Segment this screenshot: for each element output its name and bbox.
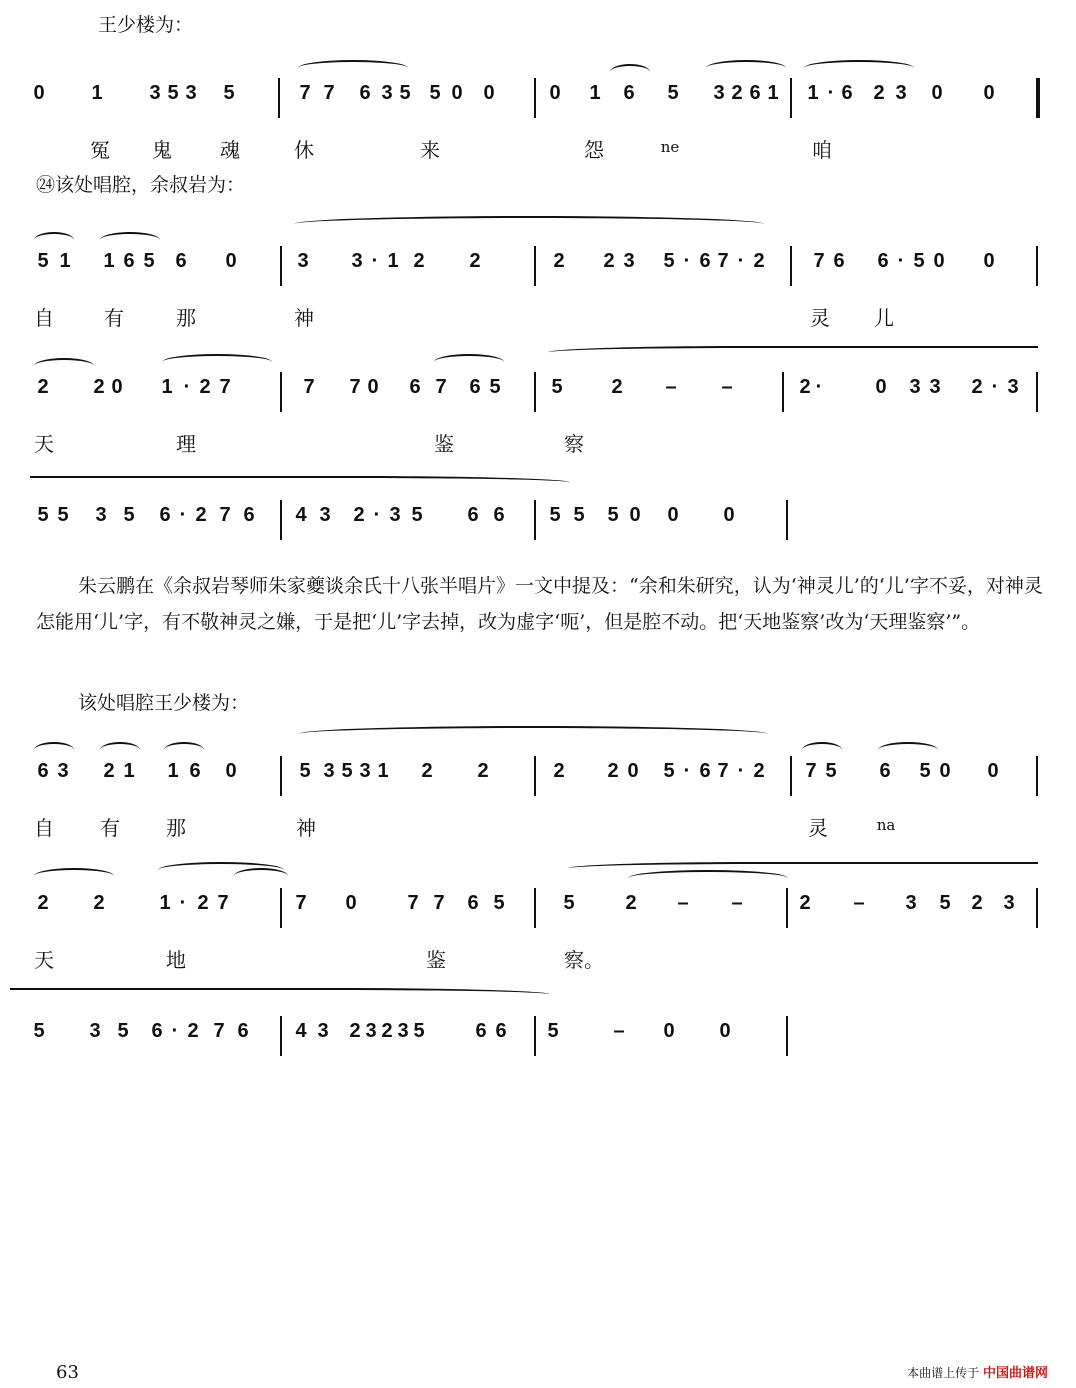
note: 7	[433, 892, 445, 914]
note: 7	[219, 504, 231, 526]
note: 2	[731, 82, 743, 104]
barline	[786, 1016, 788, 1056]
lyric: 察	[564, 432, 584, 456]
note: 3	[623, 250, 635, 272]
note: 1	[807, 82, 819, 104]
paragraph-text: 朱云鹏在《余叔岩琴师朱家夔谈余氏十八张半唱片》一文中提及：“余和朱研究，认为‘神灵儿’的‘儿’字不妥，对神灵怎能用‘儿’字，有不敬神灵之嫌，于是把‘儿’字去掉，改为虚字‘呃’，但是腔不动。把‘天地鉴察’改为‘天理鉴察’”。	[36, 575, 1043, 633]
note: 2	[37, 376, 49, 398]
note: 5	[549, 504, 561, 526]
slur	[610, 64, 650, 80]
note: 5	[493, 892, 505, 914]
note: 0	[987, 760, 999, 782]
note: 4	[295, 1020, 307, 1042]
note: 3	[89, 1020, 101, 1042]
slur	[30, 476, 570, 492]
note: 2	[971, 892, 983, 914]
note: 6	[37, 760, 49, 782]
note: 6	[467, 504, 479, 526]
barline	[534, 756, 536, 796]
lyrics-row	[30, 944, 1050, 972]
barline	[1036, 246, 1038, 286]
note: 2	[353, 504, 365, 526]
notation-system-4	[30, 500, 1050, 556]
note: 2	[197, 892, 209, 914]
note: 6	[175, 250, 187, 272]
barline	[534, 78, 536, 118]
note: ·	[179, 504, 187, 526]
note: ·	[683, 250, 691, 272]
slur	[298, 726, 768, 742]
notation-system-2	[30, 246, 1050, 330]
note: 3	[397, 1020, 409, 1042]
lyrics-row	[30, 134, 1050, 162]
note: 2	[469, 250, 481, 272]
note: 6	[359, 82, 371, 104]
note: ·	[827, 82, 835, 104]
note: 3	[149, 82, 161, 104]
lyric: ne	[660, 138, 680, 156]
note: 0	[367, 376, 379, 398]
note-row	[30, 756, 1050, 786]
lyrics-row	[30, 812, 1050, 840]
note: 7	[295, 892, 307, 914]
slur	[294, 216, 764, 232]
note: 7	[805, 760, 817, 782]
note: 2	[413, 250, 425, 272]
lyric: 儿	[874, 306, 894, 330]
note: 7	[213, 1020, 225, 1042]
note: 0	[549, 82, 561, 104]
note: 3	[1003, 892, 1015, 914]
note: 1	[377, 760, 389, 782]
slur	[34, 358, 94, 374]
barline	[786, 500, 788, 540]
notation-system-3	[30, 372, 1050, 456]
lyric: 灵	[810, 306, 830, 330]
note: 3	[317, 1020, 329, 1042]
note: 0	[345, 892, 357, 914]
barline	[280, 756, 282, 796]
barline	[790, 246, 792, 286]
lyrics-row	[30, 302, 1050, 330]
lyric: na	[876, 816, 896, 834]
note: –	[613, 1020, 625, 1042]
note: –	[853, 892, 865, 914]
note: 2	[611, 376, 623, 398]
barline	[280, 246, 282, 286]
barline	[280, 500, 282, 540]
note: 6	[189, 760, 201, 782]
slur	[804, 60, 914, 76]
note: 4	[295, 504, 307, 526]
note: 1	[589, 82, 601, 104]
note: 2	[381, 1020, 393, 1042]
note: 5	[341, 760, 353, 782]
note: 5	[663, 760, 675, 782]
note: 3	[359, 760, 371, 782]
slur	[234, 868, 288, 884]
note: ·	[183, 376, 191, 398]
note: 7	[217, 892, 229, 914]
note: 5	[413, 1020, 425, 1042]
lyric: 有	[104, 306, 124, 330]
note: 0	[33, 82, 45, 104]
note-row	[30, 500, 1050, 530]
note: 2	[799, 376, 811, 398]
slur	[802, 742, 842, 758]
note: 0	[939, 760, 951, 782]
note: 2	[753, 250, 765, 272]
slur	[162, 354, 272, 370]
note: 5	[489, 376, 501, 398]
slur	[34, 742, 74, 758]
note-row	[30, 246, 1050, 276]
note: 6	[409, 376, 421, 398]
slur	[298, 60, 408, 76]
note: 5	[429, 82, 441, 104]
note-row	[30, 888, 1050, 918]
note: 5	[663, 250, 675, 272]
note: 2	[37, 892, 49, 914]
note: 6	[243, 504, 255, 526]
slur	[548, 346, 1038, 362]
note: 2	[607, 760, 619, 782]
barline	[1036, 756, 1038, 796]
note: 1	[159, 892, 171, 914]
footer-text: 本曲谱上传于	[907, 1366, 980, 1380]
note: 7	[717, 250, 729, 272]
note: ·	[373, 504, 381, 526]
note: 5	[667, 82, 679, 104]
note: 3	[365, 1020, 377, 1042]
note: 5	[299, 760, 311, 782]
note: 1	[387, 250, 399, 272]
note: 6	[833, 250, 845, 272]
note: 0	[931, 82, 943, 104]
note: 0	[723, 504, 735, 526]
barline	[790, 78, 792, 118]
note: ·	[683, 760, 691, 782]
page-number: 63	[56, 1362, 79, 1383]
note: ·	[371, 250, 379, 272]
note: 5	[33, 1020, 45, 1042]
note: 0	[933, 250, 945, 272]
note: 6	[877, 250, 889, 272]
lyric: 休	[294, 138, 314, 162]
note: 2	[349, 1020, 361, 1042]
note: 6	[699, 250, 711, 272]
note: 2	[753, 760, 765, 782]
note: 2	[187, 1020, 199, 1042]
note: –	[731, 892, 743, 914]
note: 0	[225, 760, 237, 782]
barline	[534, 1016, 536, 1056]
note: 3	[297, 250, 309, 272]
barline	[280, 1016, 282, 1056]
barline	[534, 372, 536, 412]
note: 2	[477, 760, 489, 782]
note: ·	[897, 250, 905, 272]
note: 3	[929, 376, 941, 398]
slur	[10, 988, 550, 1004]
note-row	[30, 372, 1050, 402]
note: 5	[607, 504, 619, 526]
lyric: 那	[176, 306, 196, 330]
note: 5	[117, 1020, 129, 1042]
note: 3	[185, 82, 197, 104]
slur	[34, 868, 114, 884]
note: 6	[699, 760, 711, 782]
note-row	[30, 78, 1050, 108]
note: ·	[737, 760, 745, 782]
barline	[790, 756, 792, 796]
note: 5	[551, 376, 563, 398]
note: 5	[37, 504, 49, 526]
note: –	[721, 376, 733, 398]
barline	[278, 78, 280, 118]
note: 6	[493, 504, 505, 526]
note: 7	[219, 376, 231, 398]
note: 1	[161, 376, 173, 398]
note: 0	[667, 504, 679, 526]
note: 5	[167, 82, 179, 104]
note: 0	[483, 82, 495, 104]
note: 3	[713, 82, 725, 104]
note: 5	[573, 504, 585, 526]
slur	[100, 742, 140, 758]
lyric: 冤	[90, 138, 110, 162]
lyric: 鉴	[426, 948, 446, 972]
note: 3	[351, 250, 363, 272]
note: 5	[223, 82, 235, 104]
section-heading-wang-2: 该处唱腔王少楼为：	[78, 692, 250, 714]
note: 6	[749, 82, 761, 104]
note: 2	[799, 892, 811, 914]
barline	[786, 888, 788, 928]
barline	[280, 888, 282, 928]
note: 7	[299, 82, 311, 104]
note: 2	[93, 376, 105, 398]
lyric: 神	[294, 306, 314, 330]
note: –	[677, 892, 689, 914]
lyric: 察。	[564, 948, 604, 972]
note: 6	[469, 376, 481, 398]
note: 2	[103, 760, 115, 782]
lyric: 自	[34, 816, 54, 840]
lyric: 自	[34, 306, 54, 330]
note: 1	[59, 250, 71, 272]
note: 5	[919, 760, 931, 782]
note: 5	[143, 250, 155, 272]
note: 5	[411, 504, 423, 526]
lyric: 怨	[584, 138, 604, 162]
note: 1	[91, 82, 103, 104]
notation-system-7	[30, 1016, 1050, 1072]
site-name[interactable]: 中国曲谱网	[982, 1366, 1048, 1381]
lyric: 地	[166, 948, 186, 972]
slur	[706, 60, 786, 76]
note: 5	[825, 760, 837, 782]
note: ·	[171, 1020, 179, 1042]
note: 7	[813, 250, 825, 272]
lyric: 有	[100, 816, 120, 840]
note: 2	[195, 504, 207, 526]
note: –	[665, 376, 677, 398]
note: ·	[737, 250, 745, 272]
lyric: 理	[176, 432, 196, 456]
note: 2	[199, 376, 211, 398]
note: 5	[913, 250, 925, 272]
note: 2	[553, 250, 565, 272]
lyric: 灵	[808, 816, 828, 840]
slur	[628, 870, 788, 886]
note: ·	[991, 376, 999, 398]
note: 0	[451, 82, 463, 104]
note: 6	[237, 1020, 249, 1042]
barline	[280, 372, 282, 412]
note: ·	[179, 892, 187, 914]
note: 3	[1007, 376, 1019, 398]
note: 3	[381, 82, 393, 104]
note: 0	[663, 1020, 675, 1042]
note: 7	[717, 760, 729, 782]
slur	[164, 742, 204, 758]
note: 0	[629, 504, 641, 526]
note-row	[30, 1016, 1050, 1046]
notation-system-5	[30, 756, 1050, 840]
note: 5	[57, 504, 69, 526]
commentary-paragraph	[36, 568, 1046, 640]
note: 1	[167, 760, 179, 782]
barline	[534, 500, 536, 540]
lyric: 天	[34, 948, 54, 972]
note: 2	[553, 760, 565, 782]
note: 6	[879, 760, 891, 782]
note: 0	[719, 1020, 731, 1042]
note: 1	[123, 760, 135, 782]
barline	[782, 372, 784, 412]
barline	[1036, 888, 1038, 928]
note: 6	[123, 250, 135, 272]
slur	[878, 742, 938, 758]
barline	[534, 246, 536, 286]
note: 0	[225, 250, 237, 272]
note: 1	[767, 82, 779, 104]
note: 7	[435, 376, 447, 398]
slur	[100, 232, 160, 248]
upload-footer	[907, 1362, 1048, 1381]
note: 5	[939, 892, 951, 914]
lyric: 天	[34, 432, 54, 456]
lyric: 鉴	[434, 432, 454, 456]
note: 0	[627, 760, 639, 782]
note: 2	[421, 760, 433, 782]
note: 0	[875, 376, 887, 398]
note: 0	[111, 376, 123, 398]
section-heading-wang-1: 王少楼为：	[98, 14, 194, 36]
lyric: 咱	[812, 138, 832, 162]
note: 3	[389, 504, 401, 526]
lyrics-row	[30, 428, 1050, 456]
note: 2	[625, 892, 637, 914]
note: 3	[909, 376, 921, 398]
note: 0	[983, 250, 995, 272]
note: 3	[319, 504, 331, 526]
note: 6	[159, 504, 171, 526]
note: 3	[57, 760, 69, 782]
barline	[534, 888, 536, 928]
note: 6	[623, 82, 635, 104]
lyric: 魂	[220, 138, 240, 162]
note: 3	[95, 504, 107, 526]
note: 6	[467, 892, 479, 914]
note: 1	[103, 250, 115, 272]
note: 5	[37, 250, 49, 272]
note: 5	[547, 1020, 559, 1042]
note: 2	[873, 82, 885, 104]
barline	[1036, 372, 1038, 412]
lyric: 那	[166, 816, 186, 840]
lyric: 来	[420, 138, 440, 162]
note: 7	[349, 376, 361, 398]
note: ·	[815, 376, 823, 398]
note: 7	[303, 376, 315, 398]
note: 2	[971, 376, 983, 398]
notation-system-6	[30, 888, 1050, 972]
note: 6	[841, 82, 853, 104]
note: 3	[905, 892, 917, 914]
note: 2	[603, 250, 615, 272]
note: 0	[983, 82, 995, 104]
note: 3	[323, 760, 335, 782]
slur	[434, 354, 504, 370]
note: 5	[399, 82, 411, 104]
note: 6	[475, 1020, 487, 1042]
note: 7	[407, 892, 419, 914]
note: 2	[93, 892, 105, 914]
notation-system-1	[30, 78, 1050, 162]
final-barline	[1036, 78, 1040, 118]
section-heading-yu: ㉔该处唱腔，余叔岩为：	[36, 174, 246, 196]
note: 6	[495, 1020, 507, 1042]
note: 6	[151, 1020, 163, 1042]
note: 3	[895, 82, 907, 104]
slur	[34, 232, 74, 248]
note: 5	[123, 504, 135, 526]
note: 5	[563, 892, 575, 914]
lyric: 神	[296, 816, 316, 840]
note: 7	[323, 82, 335, 104]
lyric: 鬼	[152, 138, 172, 162]
